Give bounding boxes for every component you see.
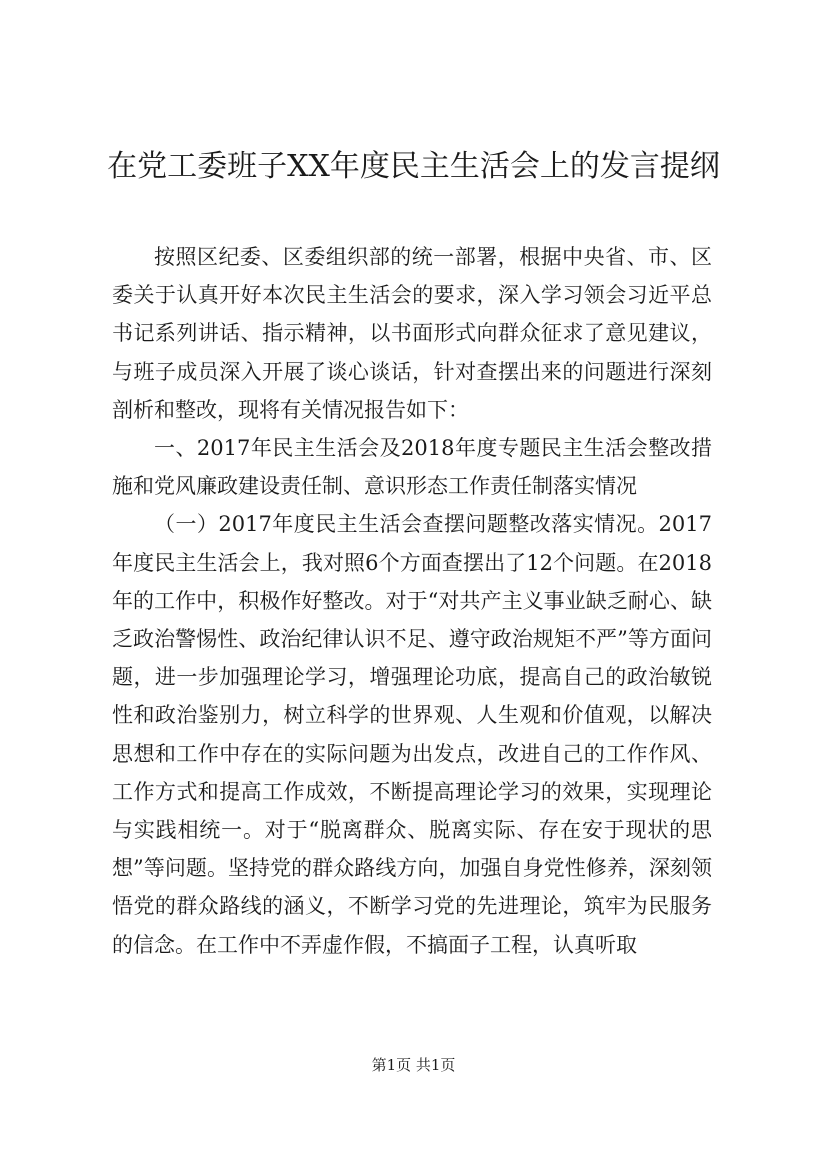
intro-paragraph: 按照区纪委、区委组织部的统一部署，根据中央省、市、区委关于认真开好本次民主生活会的要求，深入学习领会习近平总书记系列讲话、指示精神，以书面形式向群众征求了意见建议，与班子成员深入开展了谈心谈话，针对查摆出来的问题进行深刻剖析和整改，现将有关情况报告如下： bbox=[112, 245, 712, 422]
document-title: 在党工委班子XX年度民主生活会上的发言提纲 bbox=[107, 149, 720, 184]
document-body bbox=[112, 238, 712, 964]
subsection-paragraph-1: （一）2017年度民主生活会查摆问题整改落实情况。2017年度民主生活会上，我对照6个方面查摆出了12个问题。在2018年的工作中，积极作好整改。对于“对共产主义事业缺乏耐心、缺乏政治警惕性、政治纪律认识不足、遵守政治规矩不严”等方面问题，进一步加强理论学习，增强理论功底，提高自己的政治敏锐性和政治鉴别力，树立科学的世界观、人生观和价值观，以解决思想和工作中存在的实际问题为出发点，改进自己的工作作风、工作方式和提高工作成效，不断提高理论学习的效果，实现理论与实践相统一。对于“脱离群众、脱离实际、存在安于现状的思想”等问题。坚持党的群众路线方向，加强自身党性修养，深刻领悟党的群众路线的涵义，不断学习党的先进理论，筑牢为民服务的信念。在工作中不弄虚作假，不搞面子工程，认真听取 bbox=[112, 512, 712, 957]
section-heading-1: 一、2017年民主生活会及2018年度专题民主生活会整改措施和党风廉政建设责任制、意识形态工作责任制落实情况 bbox=[112, 436, 712, 499]
page-number-footer: 第1页 共1页 bbox=[371, 1056, 456, 1074]
